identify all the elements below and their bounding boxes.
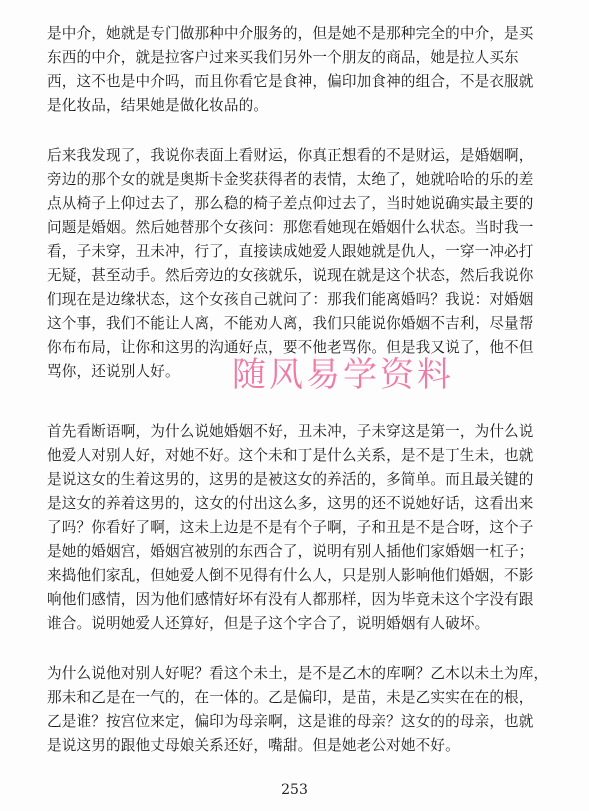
text-line: 首先看断语啊，为什么说她婚姻不好，丑未冲，子未穿这是第一，为什么说 [47,423,534,440]
text-line: 看，子未穿，丑未冲，行了，直接读成她爱人跟她就是仇人，一穿一冲必打 [47,243,534,260]
text-line: 问题是婚姻。然后她替那个女孩问：那您看她现在婚姻什么状态。当时我一 [47,219,534,236]
paragraph-2 [47,144,572,384]
text-line: 后来我发现了，我说你表面上看财运，你真正想看的不是财运，是婚姻啊， [47,147,534,164]
text-line: 无疑，甚至动手。然后旁边的女孩就乐，说现在就是这个状态，然后我说你 [47,267,534,284]
text-line: 为什么说他对别人好呢？看这个未土，是不是乙木的库啊？乙木以未土为库， [47,665,549,682]
text-line: 骂你，还说别人好。 [47,363,180,380]
text-line: 谁合。说明她爱人还算好，但是子这个字合了，说明婚姻有人破坏。 [47,615,490,632]
text-line: 是中介，她就是专门做那种中介服务的，但是她不是那种完全的中介，是买 [47,25,534,42]
text-line: 这个事，我们不能让人离，不能劝人离，我们只能说你婚姻不吉利，尽量帮 [47,315,534,332]
text-line: 响他们感情，因为他们感情好坏有没有人都那样，因为毕竟未这个字没有跟 [47,591,534,608]
text-line: 旁边的那个女的就是奥斯卡金奖获得者的表情，太绝了，她就哈哈的乐的差 [47,171,534,188]
text-line: 是化妆品，结果她是做化妆品的。 [47,97,269,114]
watermark: 随风易学资料 [232,355,454,395]
text-line: 东西的中介，就是拉客户过来买我们另外一个朋友的商品，她是拉人买东 [47,49,519,66]
text-line: 来捣他们家乱，但她爱人倒不见得有什么人，只是别人影响他们婚姻，不影 [47,567,534,584]
text-line: 们现在是边缘状态，这个女孩自己就问了：那我们能离婚吗？我说：对婚姻 [47,291,534,308]
text-line: 西，这不也是中介吗，而且你看它是食神，偏印加食神的组合，不是衣服就 [47,73,534,90]
text-line: 他爱人对别人好，对她不好。这个未和丁是什么关系，是不是丁生未，也就 [47,447,534,464]
text-line: 是她的婚姻宫，婚姻宫被别的东西合了，说明有别人插他们家婚姻一杠子； [47,543,534,560]
paragraph-4 [47,662,572,758]
page-number: 253 [281,782,308,798]
text-line: 乙是谁？按宫位来定，偏印为母亲啊，这是谁的母亲？这女的的母亲，也就 [47,713,534,730]
text-line: 是这女的养着这男的，这女的付出这么多，这男的还不说她好话，这看出来 [47,495,534,512]
text-line: 了吗？你看好了啊，这未上边是不是有个子啊，子和丑是不是合呀，这个子 [47,519,534,536]
text-line: 你布布局，让你和这男的沟通好点，要不他老骂你。但是我又说了，他不但 [47,339,534,356]
text-line: 是说这男的跟他丈母娘关系还好，嘴甜。但是她老公对她不好。 [47,737,460,754]
text-line: 点从椅子上仰过去了，那么稳的椅子差点仰过去了，当时她说确实最主要的 [47,195,534,212]
paragraph-1 [47,22,572,118]
text-line: 那未和乙是在一气的，在一体的。乙是偏印，是苗，未是乙实实在在的根， [47,689,534,706]
text-line: 是说这女的生着这男的，这男的是被这女的养活的，多简单。而且最关键的 [47,471,534,488]
paragraph-3 [47,420,572,636]
